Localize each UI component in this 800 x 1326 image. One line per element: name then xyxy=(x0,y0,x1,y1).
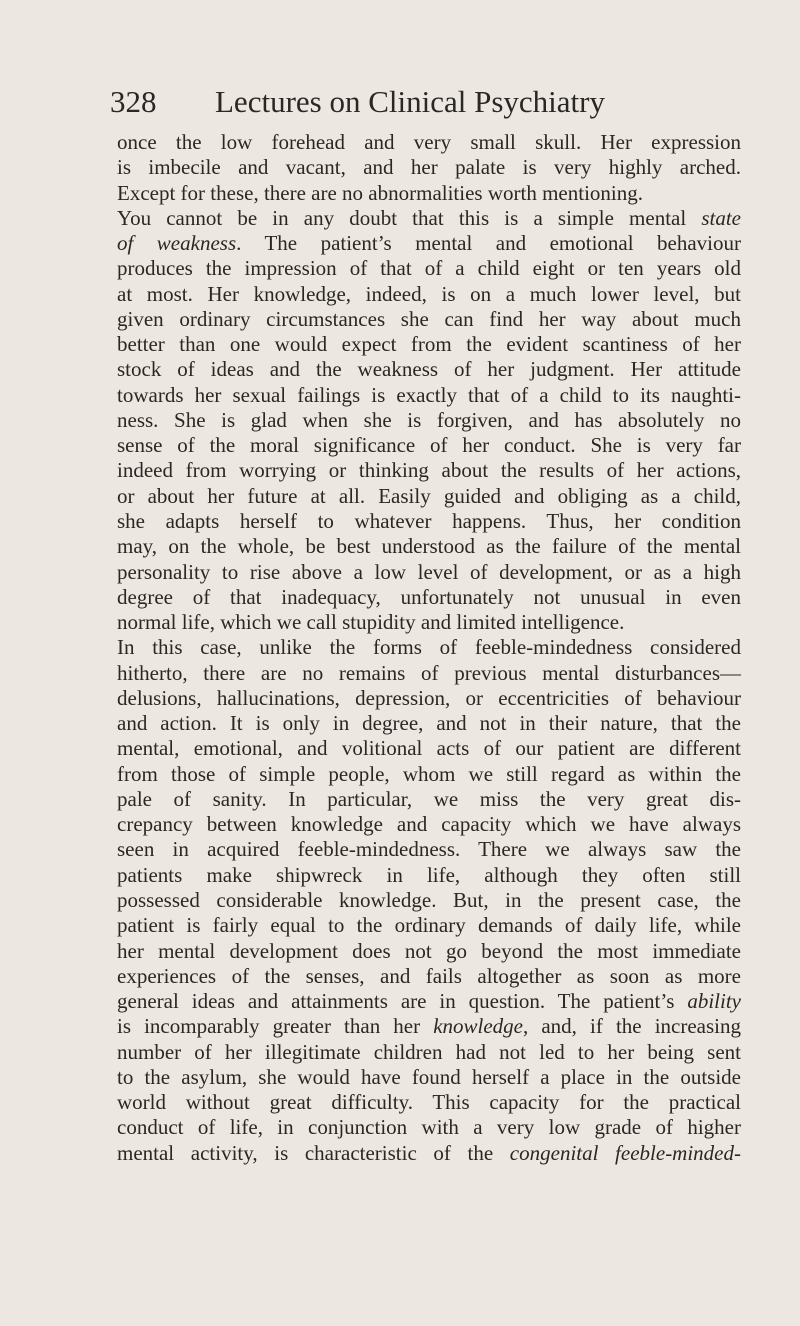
line-text: seen in acquired feeble-mindedness. There we always saw the xyxy=(117,837,741,862)
line-text: may, on the whole, be best understood as the failure of the mental xyxy=(117,534,741,559)
italic-term: state xyxy=(701,205,741,230)
line-text: produces the impression of that of a child eight or ten years old xyxy=(117,256,741,281)
line-text: or about her future at all. Easily guided and obliging as a child, xyxy=(117,483,741,508)
text-line xyxy=(117,332,741,357)
line-text: pale of sanity. In particular, we miss the very great dis- xyxy=(117,786,741,811)
text-line xyxy=(117,408,741,433)
line-text: ness. She is glad when she is forgiven, and has absolutely no xyxy=(117,407,741,432)
line-text: indeed from worrying or thinking about the results of her actions, xyxy=(117,458,741,483)
text-line xyxy=(117,863,741,888)
line-text: stock of ideas and the weakness of her judgment. Her attitude xyxy=(117,357,741,382)
line-text: experiences of the senses, and fails altogether as soon as more xyxy=(117,963,741,988)
line-text: and action. It is only in degree, and not in their nature, that the xyxy=(117,711,741,736)
page-number: 328 xyxy=(110,84,157,119)
body-text xyxy=(117,130,741,1166)
text-line xyxy=(117,231,741,256)
line-text: her mental development does not go beyond the most immediate xyxy=(117,938,741,963)
text-line xyxy=(117,282,741,307)
line-text: patient is fairly equal to the ordinary demands of daily life, while xyxy=(117,913,741,938)
line-text: normal life, which we call stupidity and limited intelligence. xyxy=(117,610,625,635)
text-line xyxy=(117,888,741,913)
italic-term: congenital feeble-minded- xyxy=(509,1140,741,1165)
line-text: In this case, unlike the forms of feeble-mindedness considered xyxy=(117,635,741,660)
line-text: possessed considerable knowledge. But, in the present case, the xyxy=(117,887,741,912)
running-title: Lectures on Clinical Psychiatry xyxy=(215,84,605,119)
line-text: degree of that inadequacy, unfortunately not unusual in even xyxy=(117,584,741,609)
text-line xyxy=(117,307,741,332)
text-line xyxy=(117,711,741,736)
line-text: towards her sexual failings is exactly that of a child to its naughti- xyxy=(117,382,741,407)
text-line xyxy=(117,661,741,686)
line-text: world without great difficulty. This capacity for the practical xyxy=(117,1090,741,1115)
text-line xyxy=(117,736,741,761)
italic-term: knowledge xyxy=(433,1014,524,1039)
line-text: mental activity, is characteristic of the xyxy=(117,1140,510,1165)
text-line xyxy=(117,560,741,585)
text-line xyxy=(117,1014,741,1039)
text-line xyxy=(117,458,741,483)
text-line xyxy=(117,1115,741,1140)
text-line xyxy=(117,206,741,231)
line-text: hitherto, there are no remains of previous mental disturbances— xyxy=(117,660,741,685)
page-header xyxy=(110,82,750,122)
text-line xyxy=(117,762,741,787)
text-line xyxy=(117,1065,741,1090)
text-line xyxy=(117,484,741,509)
line-text: she adapts herself to whatever happens. Thus, her condition xyxy=(117,508,741,533)
line-text: to the asylum, she would have found herself a place in the outside xyxy=(117,1064,741,1089)
text-line xyxy=(117,509,741,534)
italic-term: ability xyxy=(687,989,741,1014)
line-text: is imbecile and vacant, and her palate is very highly arched. xyxy=(117,155,741,180)
text-line xyxy=(117,837,741,862)
line-text: sense of the moral significance of her conduct. She is very far xyxy=(117,433,741,458)
text-line xyxy=(117,635,741,660)
text-line xyxy=(117,812,741,837)
text-line xyxy=(117,383,741,408)
line-text: better than one would expect from the evident scantiness of her xyxy=(117,332,741,357)
line-text: at most. Her knowledge, indeed, is on a much lower level, but xyxy=(117,281,741,306)
line-text: general ideas and attainments are in question. The patient’s xyxy=(117,989,688,1014)
text-line xyxy=(117,130,741,155)
text-line xyxy=(117,686,741,711)
text-line xyxy=(117,989,741,1014)
line-text: given ordinary circumstances she can find her way about much xyxy=(117,306,741,331)
line-text: conduct of life, in conjunction with a very low grade of higher xyxy=(117,1115,741,1140)
text-line xyxy=(117,357,741,382)
italic-term: of weakness xyxy=(117,231,237,256)
line-text: Except for these, there are no abnormalities worth mentioning. xyxy=(117,180,643,205)
line-text: once the low forehead and very small skull. Her expression xyxy=(117,130,741,154)
text-line xyxy=(117,534,741,559)
text-line xyxy=(117,1040,741,1065)
text-line xyxy=(117,610,741,635)
text-line xyxy=(117,1090,741,1115)
text-line xyxy=(117,433,741,458)
line-text: delusions, hallucinations, depression, or eccentricities of behaviour xyxy=(117,685,741,710)
text-line xyxy=(117,939,741,964)
line-text: mental, emotional, and volitional acts of our patient are different xyxy=(117,736,741,761)
text-line xyxy=(117,1141,741,1166)
text-line xyxy=(117,256,741,281)
line-text: personality to rise above a low level of development, or as a high xyxy=(117,559,741,584)
line-text: is incomparably greater than her xyxy=(117,1014,434,1039)
line-text: patients make shipwreck in life, although they often still xyxy=(117,862,741,887)
text-line xyxy=(117,964,741,989)
line-text: from those of simple people, whom we still regard as within the xyxy=(117,761,741,786)
text-line xyxy=(117,181,741,206)
text-line xyxy=(117,585,741,610)
line-text: . The patient’s mental and emotional behaviour xyxy=(236,231,741,256)
line-text: , and, if the increasing xyxy=(523,1014,741,1039)
line-text: crepancy between knowledge and capacity which we have always xyxy=(117,812,741,837)
line-text: You cannot be in any doubt that this is a simple mental xyxy=(117,205,702,230)
text-line xyxy=(117,787,741,812)
text-line xyxy=(117,913,741,938)
line-text: number of her illegitimate children had not led to her being sent xyxy=(117,1039,741,1064)
text-line xyxy=(117,155,741,180)
